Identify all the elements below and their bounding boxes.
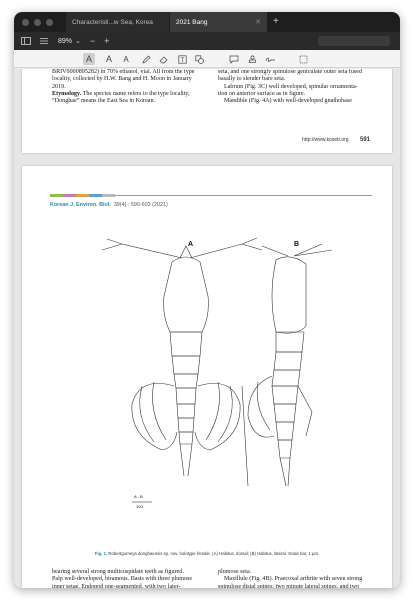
zoom-level: 89% bbox=[58, 37, 73, 45]
close-window-button[interactable] bbox=[22, 19, 29, 26]
window-controls bbox=[22, 19, 66, 26]
text-line: inner setae. Endopod one-segmented, with two later- bbox=[52, 583, 181, 588]
zoom-control[interactable] bbox=[58, 36, 109, 46]
eraser-icon[interactable] bbox=[157, 53, 169, 65]
scale-bar-label: A - B bbox=[134, 494, 143, 499]
etymology-text: The species name refers to the type locality, bbox=[81, 90, 190, 97]
chevron-down-icon[interactable]: ⌄ bbox=[75, 38, 81, 45]
text-line: basally to slender bare seta. bbox=[218, 76, 286, 83]
main-toolbar bbox=[14, 32, 400, 50]
text-line: Maxillule (Fig. 4B). Praecoxal arthrite with seven strong bbox=[224, 576, 363, 583]
scale-bar-value: 100 bbox=[136, 504, 143, 509]
text-line: Palp well-developed, biramous. Basis with three plumose bbox=[52, 576, 193, 583]
markup-toolbar bbox=[14, 50, 400, 68]
crop-icon[interactable] bbox=[297, 53, 309, 65]
journal-url: http://www.koseb.org bbox=[302, 137, 349, 143]
signature-icon[interactable] bbox=[264, 53, 276, 65]
journal-color-bar bbox=[50, 194, 115, 197]
text-line: bearing several strong multicuspidate teeth as figured. bbox=[52, 569, 184, 575]
minimize-window-button[interactable] bbox=[34, 19, 41, 26]
text-line: tion on anterior surface as in figure. bbox=[218, 90, 306, 97]
document-area[interactable] bbox=[14, 69, 400, 588]
zoom-window-button[interactable] bbox=[46, 19, 53, 26]
text-box-icon[interactable] bbox=[176, 53, 188, 65]
figure-label-a: A bbox=[188, 241, 194, 248]
text-line: 2019. bbox=[52, 83, 66, 90]
header-rule bbox=[114, 195, 372, 196]
text-line: Mandible (Fig. 4A) with well-developed gnathobase bbox=[224, 98, 352, 105]
close-tab-icon[interactable]: ✕ bbox=[255, 19, 261, 26]
search-input[interactable] bbox=[318, 36, 390, 46]
tab-label: 2021 Bang bbox=[176, 18, 208, 26]
copepod-habitus-figure bbox=[62, 236, 352, 546]
tab-bar bbox=[14, 12, 400, 32]
page-footer bbox=[302, 137, 370, 143]
text-line: spinulose distal spines, two minute lateral spines, and two bbox=[218, 583, 360, 588]
figure-caption bbox=[22, 551, 392, 556]
stamp-icon[interactable] bbox=[246, 53, 258, 65]
page-number: 591 bbox=[359, 137, 370, 143]
text-size-up-icon[interactable]: A bbox=[105, 54, 112, 64]
text-line: locality, collected by H.W. Bang and H. Moon in January bbox=[52, 76, 192, 83]
svg-text:T: T bbox=[180, 56, 184, 64]
text-size-down-icon[interactable]: A bbox=[123, 54, 129, 64]
tab-characteristics[interactable] bbox=[66, 12, 169, 32]
sidebar-toggle-icon[interactable] bbox=[20, 35, 32, 47]
left-column bbox=[52, 569, 202, 588]
caption-figure-number: Fig. 1. bbox=[94, 551, 108, 556]
journal-header bbox=[50, 202, 168, 208]
view-menu-icon[interactable] bbox=[38, 35, 50, 47]
text-line: BRIV0000895282) in 70% ethanol, vial. All from the type bbox=[52, 69, 195, 75]
zoom-out-button[interactable]: − bbox=[89, 36, 96, 46]
new-tab-button[interactable]: + bbox=[273, 16, 279, 27]
journal-volume: 39(4) : 590-603 (2021) bbox=[113, 202, 168, 208]
pen-icon[interactable] bbox=[140, 53, 152, 65]
etymology-heading: Etymology. bbox=[52, 90, 82, 97]
journal-name: Korean J. Environ. Biol. bbox=[50, 202, 111, 208]
text-line: seta, and one strongly spinulose geniculate outer seta fused bbox=[218, 69, 363, 75]
note-icon[interactable] bbox=[228, 53, 240, 65]
tab-2021-bang[interactable] bbox=[170, 12, 267, 32]
page-592 bbox=[22, 166, 392, 588]
text-line: “Donghae” means the East Sea in Korean. bbox=[52, 98, 156, 105]
tab-label: Characteristi...w Sea, Korea bbox=[72, 18, 153, 26]
page-591 bbox=[22, 69, 392, 153]
right-column bbox=[218, 569, 368, 588]
shapes-icon[interactable] bbox=[193, 53, 205, 65]
zoom-in-button[interactable]: + bbox=[104, 36, 110, 46]
text-line: plumose seta. bbox=[218, 569, 252, 575]
left-column bbox=[52, 69, 197, 105]
text-selection-icon[interactable]: A bbox=[83, 53, 95, 65]
caption-text: Robertgurneya donghaensis sp. nov. holotype female. (A) Habitus, dorsal; (B) Habitus, lateral. Scale bar, 1 μm. bbox=[107, 551, 320, 556]
pdf-viewer-window bbox=[14, 12, 400, 588]
text-line: Labrum (Fig. 3C) well developed, spinular ornamenta- bbox=[224, 83, 358, 90]
figure-label-b: B bbox=[294, 241, 300, 248]
right-column bbox=[218, 69, 368, 105]
